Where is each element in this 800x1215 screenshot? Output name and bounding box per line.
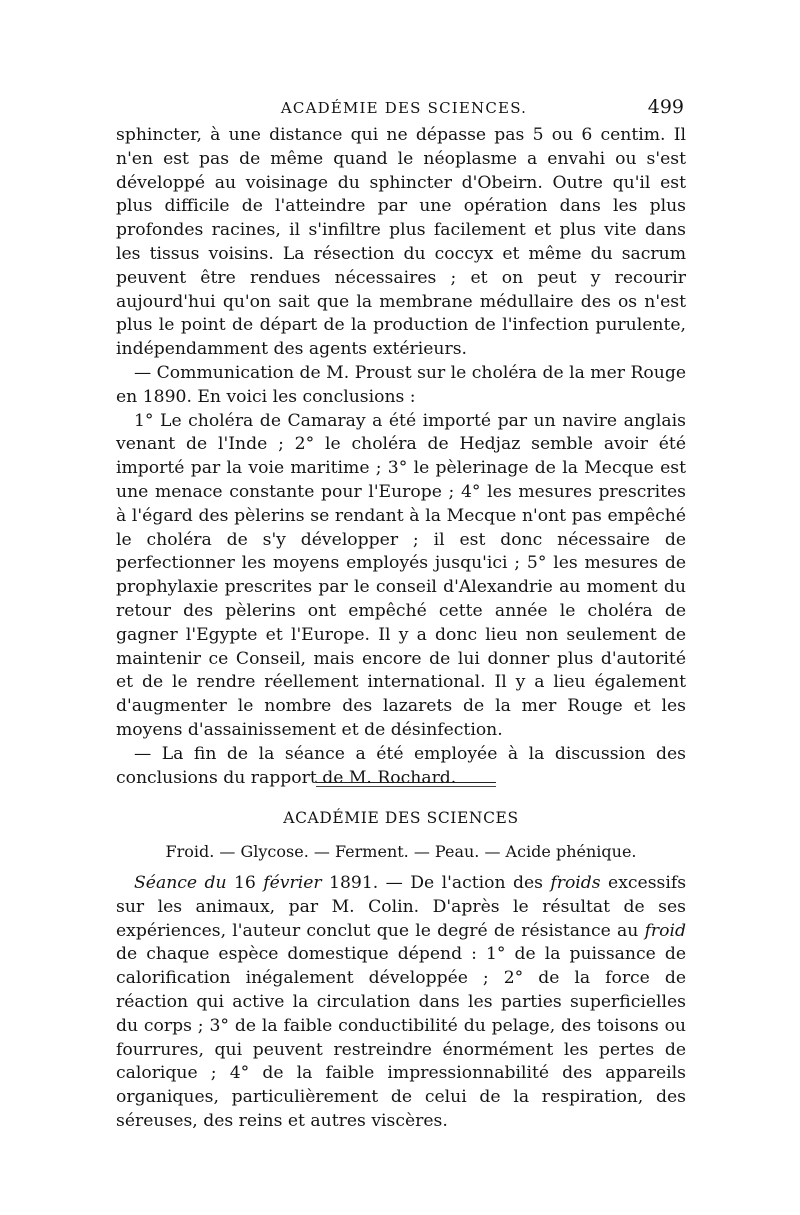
paragraph-cholera-conclusions: 1° Le choléra de Camaray a été importé par un navire anglais venant de l'Inde ; 2° le choléra de Hedjaz semble avoir été importé par la voie maritime ; 3° le pèlerinage de la Mecque est une menace constante pour l'Europe ; 4° les mesures prescrites à l'égard des pèlerins se rendant à la Mecque n'ont pas empêché le choléra de s'y développer ; il est donc nécessaire de perfectionner les moyens employés jusqu'ici ; 5° les mesures de prophylaxie prescrites par le conseil d'Alexandrie au moment du retour des pèlerins ont empêché cette année le choléra de gagner l'Egypte et l'Europe. Il y a donc lieu non seulement de maintenir ce Conseil, mais encore de lui donner plus d'autorité et de le rendre réellement international. Il y a lieu également d'augmenter le nombre des lazarets de la mer Rouge et les moyens d'assainissement et de désinfection. (116, 410, 686, 740)
session-label: Séance du (134, 873, 227, 893)
divider-line-thin (316, 786, 496, 787)
term-froids: froids (550, 873, 601, 893)
section-keywords: Froid. — Glycose. — Ferment. — Peau. — Acide phénique. (165, 842, 637, 861)
body-text-bottom (116, 872, 686, 1134)
section-divider (316, 782, 496, 788)
paragraph-proust-communication: — Communication de M. Proust sur le choléra de la mer Rouge en 1890. En voici les conclusions : (116, 362, 686, 407)
page-number: 499 (647, 96, 684, 118)
running-title: ACADÉMIE DES SCIENCES. (280, 99, 528, 117)
paragraph-rectal-surgery: sphincter, à une distance qui ne dépasse pas 5 ou 6 centim. Il n'en est pas de même quand le néoplasme a envahi ou s'est développé au voisinage du sphincter d'Obeirn. Outre qu'il est plus difficile de l'atteindre par une opération dans les plus profondes racines, il s'infiltre plus facilement et plus vite dans les tissus voisins. La résection du coccyx et même du sacrum peuvent être rendues nécessaires ; et on peut y recourir aujourd'hui qu'on sait que la membrane médullaire des os n'est plus le point de départ de la production de l'infection purulente, indépendamment des agents extérieurs. (116, 125, 686, 360)
paragraph-mid: excessifs sur les animaux, par M. Colin. D'après le résultat de ses expériences, l'auteur conclut que le degré de résistance au (116, 873, 687, 941)
section-heading: ACADÉMIE DES SCIENCES (283, 809, 519, 827)
paragraph-session-end: — La fin de la séance a été employée à la discussion des conclusions du rapport de M. Rochard. (116, 743, 686, 788)
session-year: 1891. (329, 873, 379, 893)
paragraph-colin-cold (116, 872, 686, 1134)
running-header (118, 96, 690, 120)
paragraph-lead: — De l'action des (385, 873, 543, 893)
paragraph-rest: de chaque espèce domestique dépend : 1° de la puissance de calorification inégalement développée ; 2° de la force de réaction qui active la circulation dans les parties superficielles du corps ; 3° de la faible conductibilité du pelage, des toisons ou fourrures, qui peuvent restreindre énormément les pertes de calorique ; 4° de la faible impressionnabilité des appareils organiques, particulièrement de celui de la respiration, des séreuses, des reins et autres viscères. (116, 944, 686, 1131)
term-froid: froid (644, 920, 686, 941)
session-date: 16 (233, 873, 256, 893)
session-month: février (263, 873, 322, 893)
body-text-top (116, 124, 686, 790)
divider-line-thick (316, 782, 496, 783)
